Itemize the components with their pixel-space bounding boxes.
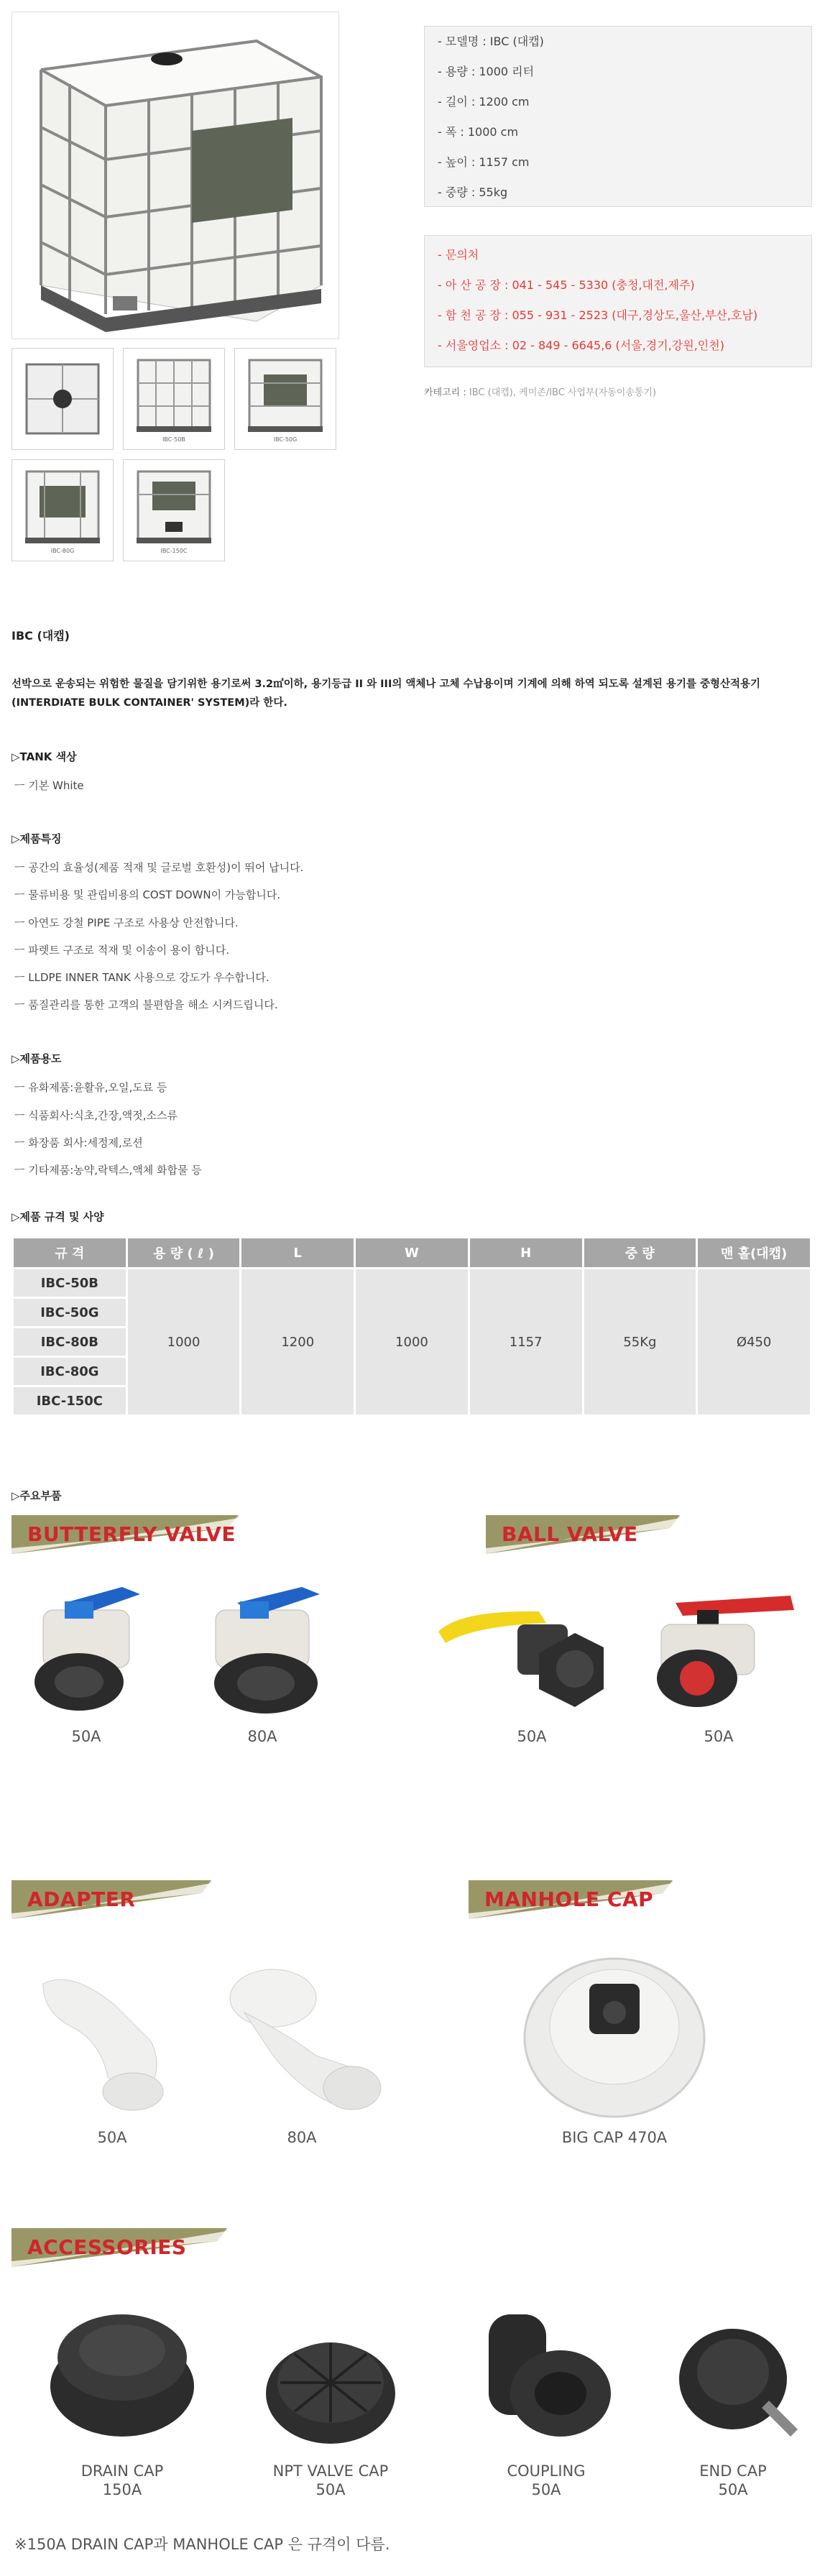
spec-table-title: ▷제품 규격 및 사양 [11, 1210, 104, 1223]
col-header: L [241, 1238, 354, 1267]
contact-box [424, 235, 812, 367]
accessories-banner [11, 2228, 227, 2267]
thumbnail-top-view[interactable] [11, 348, 114, 450]
adapter-80a-image [216, 1955, 388, 2120]
col-header: H [470, 1238, 582, 1267]
product-desc-line1: 선박으로 운송되는 위험한 물질을 담기위한 용기로써 3.2㎥이하, 용기등급 II 와 III의 액체나 고체 수납용이며 기계에 의해 하역 되도록 설계된 용기를 중형산적용기 [11, 678, 761, 690]
big-cap-470a-image [517, 1941, 711, 2120]
part-label: 50A [704, 1728, 734, 1745]
col-header: 맨 홀(대캡) [698, 1238, 810, 1267]
model-cell: IBC-50B [14, 1269, 126, 1297]
manhole-cell: Ø450 [698, 1269, 810, 1414]
thumbnail-ibc-50b[interactable] [123, 348, 225, 450]
model-cell: IBC-80B [14, 1328, 126, 1356]
use-item: ㅡ 기타제품:농약,락텍스,액체 화합물 등 [14, 1164, 202, 1177]
part-label: 50A [718, 2481, 748, 2498]
part-label: BIG CAP 470A [561, 2129, 668, 2146]
capacity-cell: 1000 [128, 1269, 240, 1414]
table-row [14, 1269, 810, 1297]
banner-text: MANHOLE CAP [484, 1887, 654, 1911]
part-label: 80A [247, 1728, 277, 1745]
model-cell: IBC-150C [14, 1387, 126, 1414]
contact-seoul[interactable]: - 서울영업소 : 02 - 849 - 6645,6 (서울,경기,강원,인천) [438, 339, 724, 352]
height-cell: 1157 [470, 1269, 582, 1414]
parts-title: ▷주요부품 [11, 1489, 62, 1502]
thumb-label: IBC-50G [273, 436, 298, 443]
adapter-banner [11, 1880, 211, 1919]
thumb-label: IBC-50B [162, 436, 185, 443]
uses-title: ▷제품용도 [11, 1052, 62, 1065]
drain-cap-150a-image [43, 2293, 201, 2451]
feature-item: ㅡ 품질관리를 통한 고객의 불편함을 해소 시켜드립니다. [14, 998, 278, 1011]
features-title: ▷제품특징 [11, 832, 62, 845]
part-label: DRAIN CAP [80, 2462, 164, 2480]
banner-text: BUTTERFLY VALVE [27, 1522, 236, 1546]
category-links[interactable]: IBC (대캡), 케미존/IBC 사업부(자동이송통기) [469, 387, 657, 398]
tank-color-title: ▷TANK 색상 [11, 750, 77, 763]
banner-text: BALL VALVE [502, 1522, 638, 1546]
manhole-cap-banner [469, 1880, 673, 1919]
feature-item: ㅡ 물류비용 및 관립비용의 COST DOWN이 가능합니다. [14, 888, 281, 901]
product-title: IBC (대캡) [11, 629, 70, 643]
col-header: 중 량 [584, 1238, 696, 1267]
product-desc-line2: (INTERDIATE BULK CONTAINER' SYSTEM)라 한다. [11, 697, 287, 709]
col-header: 규 격 [14, 1238, 126, 1267]
thumb-label: IBC-80G [50, 548, 75, 554]
thumbnail-ibc-80g[interactable] [11, 459, 114, 561]
part-label: 50A [531, 2481, 561, 2498]
spec-length: - 길이 : 1200 cm [438, 95, 530, 109]
table-header-row [14, 1238, 810, 1267]
contact-asan[interactable]: - 아 산 공 장 : 041 - 545 - 5330 (충청,대전,제주) [438, 278, 695, 292]
ball-valve-50a-yellow-image [431, 1581, 625, 1718]
spec-capacity: - 용량 : 1000 리터 [438, 65, 535, 78]
width-cell: 1000 [356, 1269, 468, 1414]
banner-text: ACCESSORIES [27, 2235, 187, 2259]
model-cell: IBC-50G [14, 1299, 126, 1326]
use-item: ㅡ 화장품 회사:세정제,로션 [14, 1136, 143, 1149]
part-label: 50A [97, 2129, 127, 2146]
end-cap-50a-image [668, 2307, 805, 2451]
thumb-label: IBC-150C [160, 548, 188, 554]
part-label: 50A [517, 1728, 547, 1745]
butterfly-valve-50a-image [14, 1581, 158, 1718]
ball-valve-50a-red-image [632, 1581, 805, 1718]
spec-model: - 모델명 : IBC (대캡) [438, 34, 544, 48]
feature-item: ㅡ 아연도 강철 PIPE 구조로 사용상 안전합니다. [14, 916, 239, 929]
butterfly-valve-80a-image [187, 1581, 338, 1718]
part-label: NPT VALVE CAP [272, 2462, 389, 2480]
part-label: 150A [102, 2481, 142, 2498]
part-label: 50A [71, 1728, 101, 1745]
category-label: 카테고리 : [424, 387, 466, 398]
length-cell: 1200 [241, 1269, 354, 1414]
feature-item: ㅡ 공간의 효율성(제품 적재 및 글로벌 호환성)이 뛰어 납니다. [14, 861, 304, 874]
tank-color-item: ㅡ 기본 White [14, 779, 84, 792]
model-cell: IBC-80G [14, 1358, 126, 1385]
feature-item: ㅡ LLDPE INNER TANK 사용으로 강도가 우수합니다. [14, 971, 269, 984]
parts-footnote: ※150A DRAIN CAP과 MANHOLE CAP 은 규격이 다름. [14, 2536, 390, 2553]
spec-width: - 폭 : 1000 cm [438, 125, 519, 139]
spec-table [11, 1236, 812, 1417]
part-label: END CAP [699, 2462, 767, 2480]
main-product-image [11, 12, 339, 339]
use-item: ㅡ 유화제품:윤활유,오일,도료 등 [14, 1081, 167, 1094]
part-label: 50A [315, 2481, 346, 2498]
ball-valve-banner [486, 1515, 680, 1554]
butterfly-valve-banner [11, 1515, 239, 1554]
part-label: COUPLING [507, 2462, 586, 2480]
col-header: 용 량 ( ℓ ) [128, 1238, 240, 1267]
spec-summary-box [424, 26, 812, 207]
category-line [424, 385, 656, 398]
part-label: 80A [287, 2129, 317, 2146]
spec-weight: - 중량 : 55kg [438, 185, 508, 199]
use-item: ㅡ 식품회사:식초,간장,액젓,소스류 [14, 1109, 178, 1122]
contact-heading: - 문의처 [438, 248, 479, 262]
contact-hapcheon[interactable]: - 함 천 공 장 : 055 - 931 - 2523 (대구,경상도,울산,부산,호남) [438, 308, 758, 322]
spec-height: - 높이 : 1157 cm [438, 155, 530, 169]
feature-item: ㅡ 파렛트 구조로 적재 및 이송이 용이 합니다. [14, 944, 229, 957]
banner-text: ADAPTER [27, 1887, 136, 1911]
thumbnail-ibc-150c[interactable] [123, 459, 225, 561]
adapter-50a-image [29, 1955, 194, 2120]
col-header: W [356, 1238, 468, 1267]
coupling-50a-image [467, 2286, 625, 2451]
npt-valve-cap-50a-image [259, 2314, 402, 2451]
thumbnail-ibc-50g[interactable] [234, 348, 336, 450]
weight-cell: 55Kg [584, 1269, 696, 1414]
